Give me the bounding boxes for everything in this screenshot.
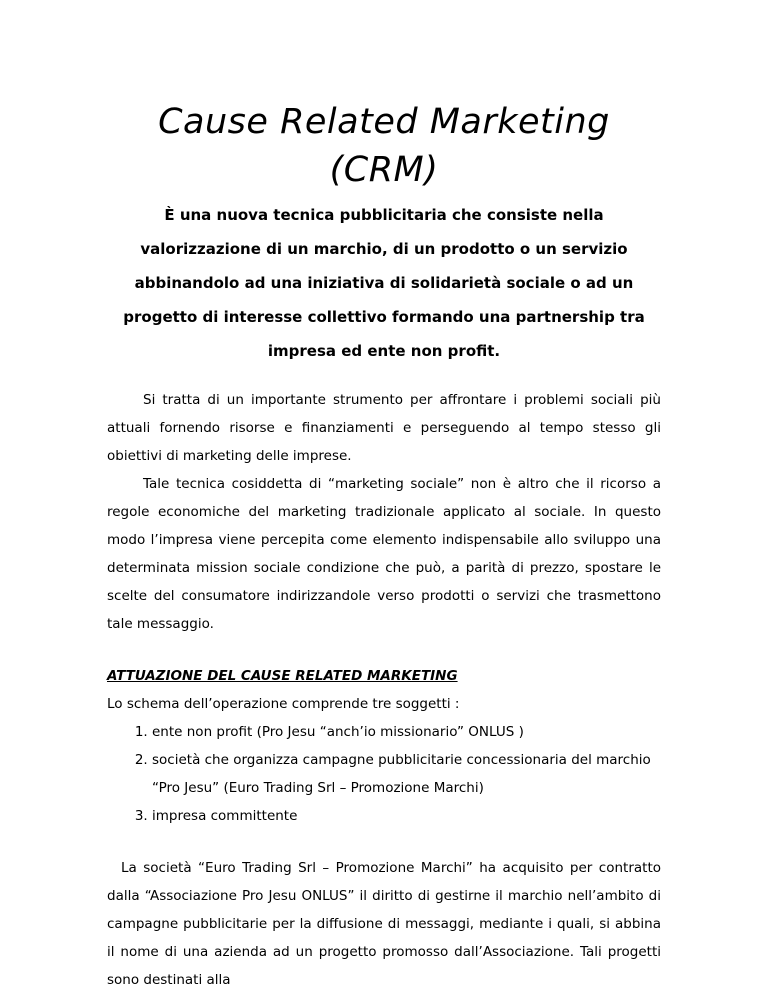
list-item: 3. impresa committente <box>152 802 661 830</box>
subjects-list <box>107 718 661 830</box>
list-item: 1. ente non profit (Pro Jesu “anch’io missionario” ONLUS ) <box>152 718 661 746</box>
section-heading: ATTUAZIONE DEL CAUSE RELATED MARKETING <box>107 668 458 684</box>
body-paragraph-1: Si tratta di un importante strumento per affrontare i problemi sociali più attuali fornendo risorse e finanziamenti e perseguendo al tempo stesso gli obiettivi di marketing delle imprese. <box>107 392 661 464</box>
document-title: Cause Related Marketing (CRM) <box>158 102 610 190</box>
document-page <box>107 98 661 994</box>
lead-paragraph: È una nuova tecnica pubblicitaria che consiste nella valorizzazione di un marchio, di un prodotto o un servizio abbinandolo ad una iniziativa di solidarietà sociale o ad un progetto di interesse collettivo formando una partnership tra impresa ed ente non profit. <box>123 206 645 360</box>
body-paragraph-2: Tale tecnica cosiddetta di “marketing sociale” non è altro che il ricorso a regole economiche del marketing tradizionale applicato al sociale. In questo modo l’impresa viene percepita come elemento indispensabile allo sviluppo una determinata mission sociale condizione che può, a parità di prezzo, spostare le scelte del consumatore indirizzandole verso prodotti o servizi che trasmettono tale messaggio. <box>107 476 661 632</box>
section-intro: Lo schema dell’operazione comprende tre soggetti : <box>107 696 460 712</box>
list-item: 2. società che organizza campagne pubblicitarie concessionaria del marchio “Pro Jesu” (Euro Trading Srl – Promozione Marchi) <box>152 746 661 802</box>
body-paragraph-3: La società “Euro Trading Srl – Promozione Marchi” ha acquisito per contratto dalla “Associazione Pro Jesu ONLUS” il diritto di gestirne il marchio nell’ambito di campagne pubblicitarie per la diffusione di messaggi, mediante i quali, si abbina il nome di una azienda ad un progetto promosso dall’Associazione. Tali progetti sono destinati alla <box>107 860 661 988</box>
